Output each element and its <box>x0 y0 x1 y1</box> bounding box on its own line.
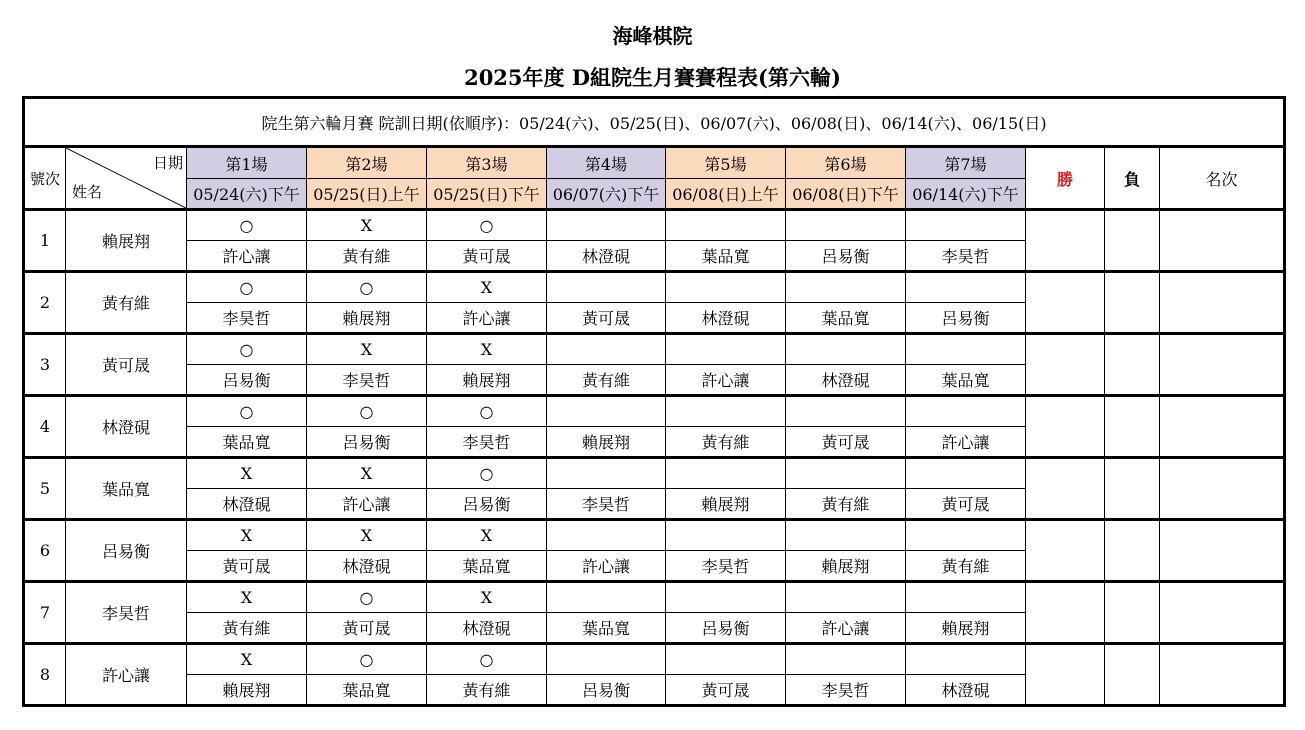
player-row <box>24 644 1285 675</box>
result-cell <box>906 272 1026 303</box>
opponent-cell: 李昊哲 <box>786 675 906 706</box>
loss-cell[interactable] <box>1105 644 1160 706</box>
player-row <box>24 334 1285 365</box>
opponent-cell: 呂易衡 <box>427 489 547 520</box>
win-cell[interactable] <box>1026 582 1105 644</box>
opponent-cell: 呂易衡 <box>187 365 307 396</box>
result-cell <box>786 210 906 241</box>
round-7-date: 06/14(六)下午 <box>906 179 1026 210</box>
round-1-label: 第1場 <box>187 147 307 179</box>
result-cell <box>786 272 906 303</box>
date-label: 日期 <box>152 154 183 172</box>
opponent-cell: 呂易衡 <box>666 613 786 644</box>
player-number: 8 <box>24 644 66 706</box>
opponent-cell: 林澄硯 <box>786 365 906 396</box>
round-2-label: 第2場 <box>307 147 427 179</box>
player-number: 7 <box>24 582 66 644</box>
round-3-date: 05/25(日)下午 <box>427 179 547 210</box>
result-cell <box>666 458 786 489</box>
loss-cell[interactable] <box>1105 582 1160 644</box>
win-header: 勝 <box>1026 147 1105 210</box>
opponent-cell: 賴展翔 <box>307 303 427 334</box>
player-number: 4 <box>24 396 66 458</box>
result-cell: ○ <box>427 458 547 489</box>
result-cell <box>547 520 666 551</box>
round-5-label: 第5場 <box>666 147 786 179</box>
opponent-cell: 許心讓 <box>187 241 307 272</box>
page-title: 海峰棋院 <box>612 24 693 48</box>
result-cell <box>547 582 666 613</box>
opponent-cell: 黃可晟 <box>547 303 666 334</box>
player-name: 許心讓 <box>66 644 187 706</box>
rank-cell[interactable] <box>1160 334 1285 396</box>
result-cell <box>547 458 666 489</box>
result-cell <box>786 644 906 675</box>
opponent-cell: 黃有維 <box>906 551 1026 582</box>
opponent-cell: 賴展翔 <box>666 489 786 520</box>
player-row <box>24 272 1285 303</box>
rank-cell[interactable] <box>1160 272 1285 334</box>
opponent-cell: 葉品寬 <box>547 613 666 644</box>
opponent-cell: 黃可晟 <box>187 551 307 582</box>
rank-cell[interactable] <box>1160 644 1285 706</box>
opponent-cell: 許心讓 <box>906 427 1026 458</box>
opponent-cell: 黃有維 <box>427 675 547 706</box>
opponent-cell: 林澄硯 <box>187 489 307 520</box>
result-cell: ○ <box>307 272 427 303</box>
opponent-cell: 賴展翔 <box>786 551 906 582</box>
page-subtitle: 2025年度 D組院生月賽賽程表(第六輪) <box>464 65 841 90</box>
opponent-cell: 黃有維 <box>666 427 786 458</box>
result-cell <box>547 272 666 303</box>
opponent-cell: 李昊哲 <box>906 241 1026 272</box>
result-cell: X <box>307 210 427 241</box>
opponent-cell: 葉品寬 <box>906 365 1026 396</box>
opponent-cell: 李昊哲 <box>307 365 427 396</box>
opponent-cell: 林澄硯 <box>307 551 427 582</box>
player-name: 呂易衡 <box>66 520 187 582</box>
player-number: 2 <box>24 272 66 334</box>
player-row <box>24 210 1285 241</box>
round-4-label: 第4場 <box>547 147 666 179</box>
player-number: 6 <box>24 520 66 582</box>
round-6-date: 06/08(日)下午 <box>786 179 906 210</box>
opponent-cell: 賴展翔 <box>187 675 307 706</box>
opponent-cell: 李昊哲 <box>666 551 786 582</box>
player-name: 黃有維 <box>66 272 187 334</box>
opponent-cell: 賴展翔 <box>427 365 547 396</box>
rank-cell[interactable] <box>1160 520 1285 582</box>
result-cell <box>786 458 906 489</box>
win-cell[interactable] <box>1026 644 1105 706</box>
opponent-cell: 黃可晟 <box>307 613 427 644</box>
opponent-cell: 許心讓 <box>666 365 786 396</box>
player-number: 3 <box>24 334 66 396</box>
result-cell <box>786 396 906 427</box>
opponent-cell: 呂易衡 <box>547 675 666 706</box>
result-cell <box>906 210 1026 241</box>
rank-cell[interactable] <box>1160 458 1285 520</box>
opponent-cell: 許心讓 <box>307 489 427 520</box>
result-cell: X <box>427 334 547 365</box>
opponent-cell: 呂易衡 <box>307 427 427 458</box>
player-row <box>24 458 1285 489</box>
result-cell: ○ <box>427 396 547 427</box>
result-cell <box>666 582 786 613</box>
round-3-label: 第3場 <box>427 147 547 179</box>
player-name: 葉品寬 <box>66 458 187 520</box>
result-cell: X <box>427 520 547 551</box>
result-cell <box>906 396 1026 427</box>
result-cell <box>547 210 666 241</box>
rank-cell[interactable] <box>1160 396 1285 458</box>
result-cell: ○ <box>427 644 547 675</box>
result-cell: ○ <box>307 644 427 675</box>
opponent-cell: 黃有維 <box>307 241 427 272</box>
opponent-cell: 許心讓 <box>547 551 666 582</box>
loss-cell[interactable] <box>1105 334 1160 396</box>
result-cell <box>666 334 786 365</box>
loss-cell[interactable] <box>1105 210 1160 272</box>
result-cell: ○ <box>307 396 427 427</box>
player-name: 李昊哲 <box>66 582 187 644</box>
result-cell: X <box>427 272 547 303</box>
opponent-cell: 黃可晟 <box>666 675 786 706</box>
round-1-date: 05/24(六)下午 <box>187 179 307 210</box>
result-cell: ○ <box>187 396 307 427</box>
result-cell <box>906 458 1026 489</box>
opponent-cell: 林澄硯 <box>906 675 1026 706</box>
result-cell: ○ <box>427 210 547 241</box>
result-cell: ○ <box>187 334 307 365</box>
result-cell: X <box>187 644 307 675</box>
opponent-cell: 黃有維 <box>187 613 307 644</box>
win-cell[interactable] <box>1026 210 1105 272</box>
opponent-cell: 葉品寬 <box>666 241 786 272</box>
player-name: 黃可晟 <box>66 334 187 396</box>
opponent-cell: 葉品寬 <box>786 303 906 334</box>
result-cell <box>906 334 1026 365</box>
rank-cell[interactable] <box>1160 210 1285 272</box>
opponent-cell: 許心讓 <box>427 303 547 334</box>
result-cell <box>906 644 1026 675</box>
player-name: 林澄硯 <box>66 396 187 458</box>
result-cell <box>906 520 1026 551</box>
result-cell: X <box>307 520 427 551</box>
loss-cell[interactable] <box>1105 520 1160 582</box>
result-cell <box>666 396 786 427</box>
opponent-cell: 葉品寬 <box>427 551 547 582</box>
win-cell[interactable] <box>1026 272 1105 334</box>
opponent-cell: 賴展翔 <box>906 613 1026 644</box>
result-cell <box>666 644 786 675</box>
player-name: 賴展翔 <box>66 210 187 272</box>
opponent-cell: 葉品寬 <box>187 427 307 458</box>
player-row <box>24 582 1285 613</box>
opponent-cell: 許心讓 <box>786 613 906 644</box>
win-cell[interactable] <box>1026 334 1105 396</box>
date-name-header <box>66 147 187 210</box>
player-number: 1 <box>24 210 66 272</box>
result-cell <box>786 334 906 365</box>
result-cell: X <box>187 520 307 551</box>
opponent-cell: 呂易衡 <box>786 241 906 272</box>
result-cell <box>666 520 786 551</box>
opponent-cell: 葉品寬 <box>307 675 427 706</box>
seq-header: 號次 <box>24 147 66 210</box>
opponent-cell: 林澄硯 <box>547 241 666 272</box>
win-cell[interactable] <box>1026 520 1105 582</box>
rank-header: 名次 <box>1160 147 1285 210</box>
result-cell <box>786 582 906 613</box>
opponent-cell: 黃有維 <box>786 489 906 520</box>
round-7-label: 第7場 <box>906 147 1026 179</box>
result-cell: X <box>427 582 547 613</box>
opponent-cell: 黃有維 <box>547 365 666 396</box>
player-row <box>24 520 1285 551</box>
opponent-cell: 黃可晟 <box>786 427 906 458</box>
result-cell: ○ <box>307 582 427 613</box>
result-cell: ○ <box>187 272 307 303</box>
opponent-cell: 賴展翔 <box>547 427 666 458</box>
result-cell: ○ <box>187 210 307 241</box>
result-cell: X <box>307 458 427 489</box>
result-cell: X <box>187 582 307 613</box>
loss-cell[interactable] <box>1105 396 1160 458</box>
result-cell <box>906 582 1026 613</box>
opponent-cell: 黃可晟 <box>906 489 1026 520</box>
training-dates-info: 院生第六輪月賽 院訓日期(依順序)：05/24(六)、05/25(日)、06/07(六)、06/08(日)、06/14(六)、06/15(日) <box>24 98 1285 147</box>
win-cell[interactable] <box>1026 458 1105 520</box>
opponent-cell: 李昊哲 <box>187 303 307 334</box>
result-cell: X <box>187 458 307 489</box>
result-cell <box>666 272 786 303</box>
player-row <box>24 396 1285 427</box>
result-cell <box>786 520 906 551</box>
schedule-table <box>22 96 1286 707</box>
player-number: 5 <box>24 458 66 520</box>
opponent-cell: 呂易衡 <box>906 303 1026 334</box>
result-cell <box>547 396 666 427</box>
loss-cell[interactable] <box>1105 272 1160 334</box>
loss-header: 負 <box>1105 147 1160 210</box>
name-label: 姓名 <box>72 183 103 201</box>
opponent-cell: 林澄硯 <box>427 613 547 644</box>
result-cell: X <box>307 334 427 365</box>
win-cell[interactable] <box>1026 396 1105 458</box>
round-2-date: 05/25(日)上午 <box>307 179 427 210</box>
round-4-date: 06/07(六)下午 <box>547 179 666 210</box>
round-6-label: 第6場 <box>786 147 906 179</box>
loss-cell[interactable] <box>1105 458 1160 520</box>
round-5-date: 06/08(日)上午 <box>666 179 786 210</box>
result-cell <box>547 644 666 675</box>
opponent-cell: 黃可晟 <box>427 241 547 272</box>
result-cell <box>547 334 666 365</box>
opponent-cell: 李昊哲 <box>427 427 547 458</box>
result-cell <box>666 210 786 241</box>
rank-cell[interactable] <box>1160 582 1285 644</box>
opponent-cell: 李昊哲 <box>547 489 666 520</box>
opponent-cell: 林澄硯 <box>666 303 786 334</box>
